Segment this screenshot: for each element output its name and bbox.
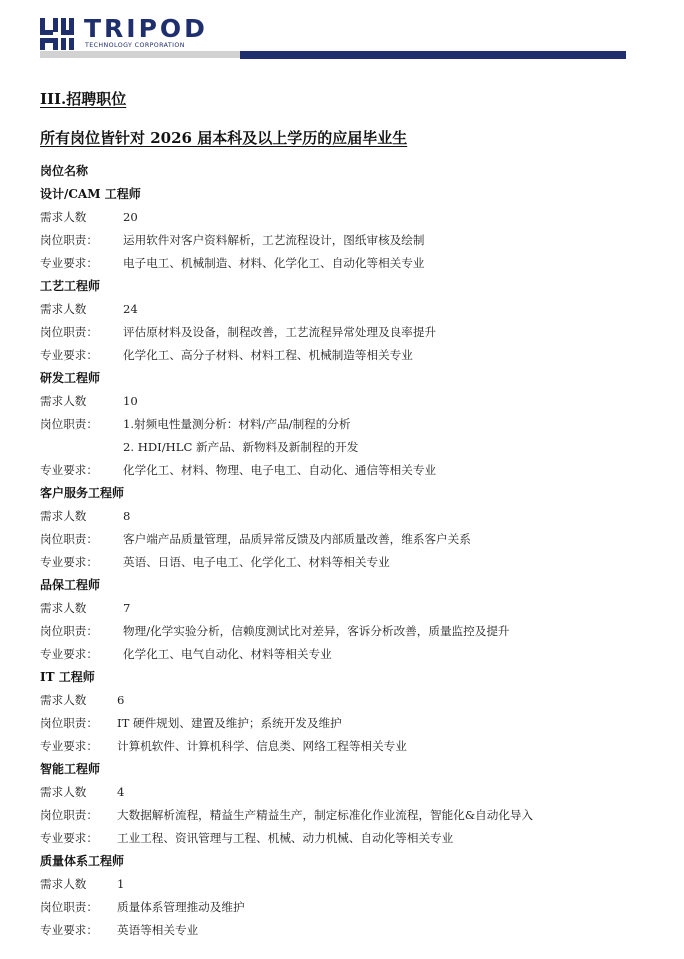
major-label: 专业要求： <box>40 923 98 937</box>
duty-row <box>40 804 640 827</box>
duty-label: 岗位职责： <box>40 624 98 638</box>
duty-value: 大数据解析流程，精益生产精益生产，制定标准化作业流程，智能化&自动化导入 <box>117 808 534 822</box>
count-value: 1 <box>117 877 125 891</box>
count-row <box>40 206 640 229</box>
major-label: 专业要求： <box>40 831 98 845</box>
count-row <box>40 781 640 804</box>
major-label: 专业要求： <box>40 739 98 753</box>
position-title: 质量体系工程师 <box>40 854 125 868</box>
major-label: 专业要求： <box>40 555 98 569</box>
major-row <box>40 735 640 758</box>
duty-label: 岗位职责： <box>40 233 98 247</box>
duty-label: 岗位职责： <box>40 716 98 730</box>
count-row <box>40 505 640 528</box>
major-row <box>40 919 640 942</box>
count-row <box>40 597 640 620</box>
major-value: 化学化工、高分子材料、材料工程、机械制造等相关专业 <box>123 348 413 362</box>
header-rule-navy <box>240 51 626 59</box>
header-rule-gray <box>40 51 240 58</box>
count-row <box>40 298 640 321</box>
tripod-logo-icon <box>40 16 76 52</box>
duty-label: 岗位职责： <box>40 325 98 339</box>
section-title: III.招聘职位 <box>40 90 127 108</box>
duty-value: 质量体系管理推动及维护 <box>117 900 245 914</box>
duty-value: 客户端产品质量管理，品质异常反馈及内部质量改善，维系客户关系 <box>123 532 471 546</box>
major-value: 工业工程、资讯管理与工程、机械、动力机械、自动化等相关专业 <box>117 831 454 845</box>
major-value: 英语、日语、电子电工、化学化工、材料等相关专业 <box>123 555 390 569</box>
count-row <box>40 390 640 413</box>
major-row <box>40 459 640 482</box>
major-value: 化学化工、材料、物理、电子电工、自动化、通信等相关专业 <box>123 463 437 477</box>
duty-value: 1.射频电性量测分析：材料/产品/制程的分析 <box>123 417 351 431</box>
count-label: 需求人数 <box>40 509 87 523</box>
position-title: 工艺工程师 <box>40 279 101 293</box>
count-value: 6 <box>117 693 125 707</box>
position-title: 品保工程师 <box>40 578 101 592</box>
duty-label: 岗位职责： <box>40 532 98 546</box>
duty-row <box>40 321 640 344</box>
count-row <box>40 689 640 712</box>
logo-subtitle: TECHNOLOGY CORPORATION <box>85 42 185 49</box>
count-value: 24 <box>123 302 138 316</box>
position-title: 研发工程师 <box>40 371 101 385</box>
major-row <box>40 344 640 367</box>
duty-row <box>40 620 640 643</box>
duty-value: 运用软件对客户资料解析，工艺流程设计，图纸审核及绘制 <box>123 233 425 247</box>
column-header: 岗位名称 <box>40 164 89 178</box>
position-title: 智能工程师 <box>40 762 101 776</box>
count-label: 需求人数 <box>40 877 87 891</box>
count-label: 需求人数 <box>40 394 87 408</box>
major-label: 专业要求： <box>40 348 98 362</box>
major-label: 专业要求： <box>40 256 98 270</box>
duty-value: 2. HDI/HLC 新产品、新物料及新制程的开发 <box>123 440 359 454</box>
count-value: 10 <box>123 394 138 408</box>
position-title: 客户服务工程师 <box>40 486 125 500</box>
count-label: 需求人数 <box>40 210 87 224</box>
major-value: 计算机软件、计算机科学、信息类、网络工程等相关专业 <box>117 739 407 753</box>
count-value: 4 <box>117 785 125 799</box>
major-value: 电子电工、机械制造、材料、化学化工、自动化等相关专业 <box>123 256 425 270</box>
count-label: 需求人数 <box>40 601 87 615</box>
count-label: 需求人数 <box>40 302 87 316</box>
duty-label: 岗位职责： <box>40 808 98 822</box>
duty-row <box>40 229 640 252</box>
count-value: 20 <box>123 210 138 224</box>
major-row <box>40 252 640 275</box>
duty-label: 岗位职责： <box>40 417 98 431</box>
major-value: 化学化工、电气自动化、材料等相关专业 <box>123 647 332 661</box>
count-label: 需求人数 <box>40 785 87 799</box>
position-title: IT 工程师 <box>40 670 95 684</box>
count-value: 8 <box>123 509 131 523</box>
duty-label: 岗位职责： <box>40 900 98 914</box>
page-header <box>0 0 684 70</box>
duty-value: 物理/化学实验分析，信赖度测试比对差异，客诉分析改善，质量监控及提升 <box>123 624 510 638</box>
duty-row <box>40 413 640 436</box>
major-label: 专业要求： <box>40 463 98 477</box>
duty-row <box>40 528 640 551</box>
major-value: 英语等相关专业 <box>117 923 199 937</box>
duty-value: IT 硬件规划、建置及维护；系统开发及维护 <box>117 716 342 730</box>
duty-row <box>40 712 640 735</box>
count-label: 需求人数 <box>40 693 87 707</box>
duty-value: 评估原材料及设备，制程改善，工艺流程异常处理及良率提升 <box>123 325 437 339</box>
section-subtitle: 所有岗位皆针对 2026 届本科及以上学历的应届毕业生 <box>40 129 408 147</box>
positions-list <box>40 160 640 942</box>
duty-row <box>40 436 640 459</box>
count-value: 7 <box>123 601 131 615</box>
logo-wordmark: TRIPOD <box>84 14 208 43</box>
major-row <box>40 827 640 850</box>
major-label: 专业要求： <box>40 647 98 661</box>
position-title: 设计/CAM 工程师 <box>40 187 141 201</box>
duty-row <box>40 896 640 919</box>
count-row <box>40 873 640 896</box>
major-row <box>40 643 640 666</box>
major-row <box>40 551 640 574</box>
